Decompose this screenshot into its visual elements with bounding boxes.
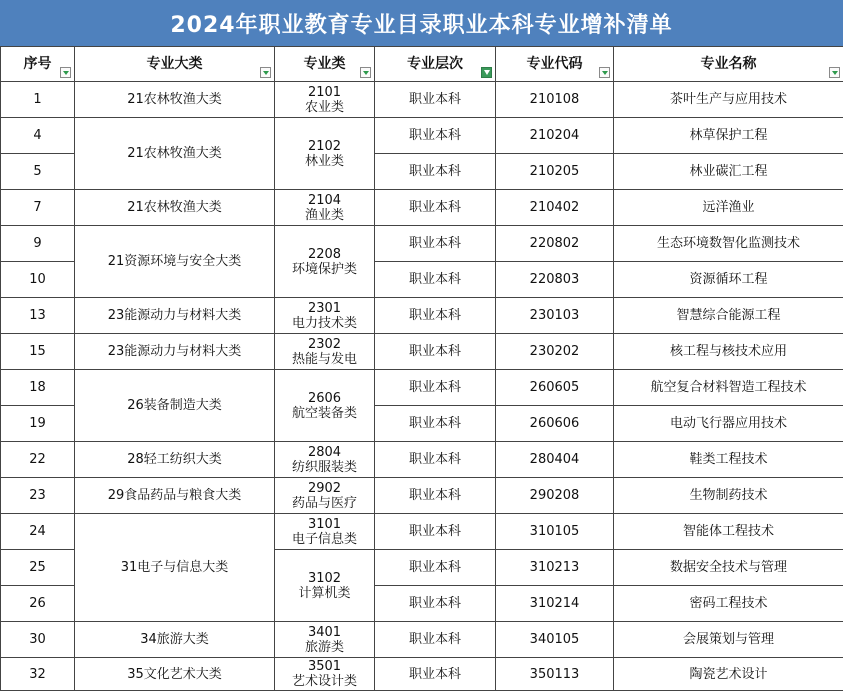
class-name: 航空装备类 — [291, 405, 357, 421]
class-code: 3501 — [307, 659, 342, 674]
seq-cell[interactable]: 19 — [1, 406, 75, 442]
filter-dropdown-major-category[interactable] — [260, 67, 271, 78]
name-cell[interactable]: 核工程与核技术应用 — [614, 334, 843, 370]
name-cell[interactable]: 远洋渔业 — [614, 190, 843, 226]
class-name: 农业类 — [304, 99, 344, 115]
level-cell[interactable]: 职业本科 — [375, 406, 496, 442]
major-category-cell[interactable]: 21农林牧渔大类 — [75, 118, 275, 190]
seq-cell[interactable]: 32 — [1, 658, 75, 691]
table-row — [1, 478, 843, 514]
level-cell[interactable]: 职业本科 — [375, 586, 496, 622]
class-code: 2102 — [307, 138, 342, 154]
name-cell[interactable]: 密码工程技术 — [614, 586, 843, 622]
level-cell[interactable]: 职业本科 — [375, 298, 496, 334]
table-row — [1, 370, 843, 406]
class-name: 渔业类 — [304, 207, 344, 223]
name-cell[interactable]: 生物制药技术 — [614, 478, 843, 514]
name-cell[interactable]: 茶叶生产与应用技术 — [614, 82, 843, 118]
level-cell[interactable]: 职业本科 — [375, 622, 496, 658]
major-category-cell[interactable]: 29食品药品与粮食大类 — [75, 478, 275, 514]
code-cell[interactable]: 230202 — [496, 334, 614, 370]
code-cell[interactable]: 310214 — [496, 586, 614, 622]
header-major-class — [275, 47, 375, 82]
table-row — [1, 334, 843, 370]
major-category-cell[interactable]: 23能源动力与材料大类 — [75, 334, 275, 370]
chevron-down-icon — [832, 71, 838, 75]
seq-cell[interactable]: 30 — [1, 622, 75, 658]
majors-table — [0, 46, 843, 691]
class-code: 2104 — [307, 192, 342, 208]
level-cell[interactable]: 职业本科 — [375, 478, 496, 514]
chevron-down-icon — [263, 71, 269, 75]
chevron-down-icon — [602, 71, 608, 75]
title-banner — [0, 0, 843, 47]
name-cell[interactable]: 会展策划与管理 — [614, 622, 843, 658]
seq-cell[interactable]: 22 — [1, 442, 75, 478]
header-label: 序号 — [23, 55, 52, 72]
name-cell[interactable]: 数据安全技术与管理 — [614, 550, 843, 586]
level-cell[interactable]: 职业本科 — [375, 334, 496, 370]
class-code: 2902 — [307, 480, 342, 496]
table-row — [1, 442, 843, 478]
seq-cell[interactable]: 15 — [1, 334, 75, 370]
level-cell[interactable]: 职业本科 — [375, 226, 496, 262]
class-name: 林业类 — [304, 153, 344, 169]
code-cell[interactable]: 210108 — [496, 82, 614, 118]
major-category-cell[interactable]: 23能源动力与材料大类 — [75, 298, 275, 334]
class-name: 纺织服装类 — [291, 459, 357, 475]
level-cell[interactable]: 职业本科 — [375, 154, 496, 190]
level-cell[interactable]: 职业本科 — [375, 658, 496, 691]
class-name: 计算机类 — [298, 585, 351, 601]
header-label: 专业名称 — [700, 55, 757, 72]
level-cell[interactable]: 职业本科 — [375, 550, 496, 586]
header-row — [1, 47, 843, 82]
major-class-cell[interactable] — [275, 190, 375, 226]
class-code: 2101 — [307, 84, 342, 100]
table-row — [1, 82, 843, 118]
table-row — [1, 190, 843, 226]
table-row — [1, 298, 843, 334]
table-row — [1, 658, 843, 691]
level-cell[interactable]: 职业本科 — [375, 190, 496, 226]
major-class-cell[interactable] — [275, 478, 375, 514]
header-label: 专业类 — [303, 55, 346, 72]
header-name — [614, 47, 843, 82]
filter-dropdown-name[interactable] — [829, 67, 840, 78]
class-code: 2804 — [307, 444, 342, 460]
major-class-cell[interactable] — [275, 118, 375, 190]
major-category-cell[interactable]: 21农林牧渔大类 — [75, 190, 275, 226]
major-class-cell[interactable] — [275, 442, 375, 478]
major-category-cell[interactable]: 35文化艺术大类 — [75, 658, 275, 691]
class-code: 3102 — [307, 570, 342, 586]
seq-cell[interactable]: 7 — [1, 190, 75, 226]
code-cell[interactable]: 210204 — [496, 118, 614, 154]
seq-cell[interactable]: 10 — [1, 262, 75, 298]
class-name: 艺术设计类 — [291, 674, 357, 689]
major-category-cell[interactable]: 34旅游大类 — [75, 622, 275, 658]
name-cell[interactable]: 资源循环工程 — [614, 262, 843, 298]
major-class-cell[interactable] — [275, 658, 375, 691]
seq-cell[interactable]: 9 — [1, 226, 75, 262]
code-cell[interactable]: 290208 — [496, 478, 614, 514]
major-category-cell[interactable]: 31电子与信息大类 — [75, 514, 275, 622]
level-cell[interactable]: 职业本科 — [375, 262, 496, 298]
major-category-cell[interactable]: 21资源环境与安全大类 — [75, 226, 275, 298]
table-row — [1, 622, 843, 658]
major-class-cell[interactable] — [275, 298, 375, 334]
filter-funnel-icon — [484, 70, 490, 75]
name-cell[interactable]: 生态环境数智化监测技术 — [614, 226, 843, 262]
code-cell[interactable]: 310213 — [496, 550, 614, 586]
class-code: 3401 — [307, 624, 342, 640]
name-cell[interactable]: 林草保护工程 — [614, 118, 843, 154]
name-cell[interactable]: 航空复合材料智造工程技术 — [614, 370, 843, 406]
code-cell[interactable]: 310105 — [496, 514, 614, 550]
level-cell[interactable]: 职业本科 — [375, 118, 496, 154]
major-class-cell[interactable] — [275, 226, 375, 298]
class-name: 环境保护类 — [291, 261, 357, 277]
major-class-cell[interactable] — [275, 370, 375, 442]
class-code: 2301 — [307, 300, 342, 316]
name-cell[interactable]: 陶瓷艺术设计 — [614, 658, 843, 691]
code-cell[interactable]: 340105 — [496, 622, 614, 658]
class-code: 2208 — [307, 246, 342, 262]
chevron-down-icon — [363, 71, 369, 75]
table-row — [1, 226, 843, 262]
seq-cell[interactable]: 1 — [1, 82, 75, 118]
header-label: 专业代码 — [526, 55, 583, 72]
seq-cell[interactable]: 4 — [1, 118, 75, 154]
seq-cell[interactable]: 18 — [1, 370, 75, 406]
filter-active-level[interactable] — [481, 67, 492, 78]
major-class-cell[interactable] — [275, 334, 375, 370]
class-code: 2302 — [307, 336, 342, 352]
major-category-cell[interactable]: 21农林牧渔大类 — [75, 82, 275, 118]
name-cell[interactable]: 林业碳汇工程 — [614, 154, 843, 190]
header-code — [496, 47, 614, 82]
class-name: 旅游类 — [304, 639, 344, 655]
header-level — [375, 47, 496, 82]
major-category-cell[interactable]: 28轻工纺织大类 — [75, 442, 275, 478]
filter-dropdown-seq[interactable] — [60, 67, 71, 78]
code-cell[interactable]: 210402 — [496, 190, 614, 226]
header-major-category — [75, 47, 275, 82]
class-code: 2606 — [307, 390, 342, 406]
major-class-cell[interactable] — [275, 550, 375, 622]
name-cell[interactable]: 智慧综合能源工程 — [614, 298, 843, 334]
level-cell[interactable]: 职业本科 — [375, 442, 496, 478]
level-cell[interactable]: 职业本科 — [375, 514, 496, 550]
name-cell[interactable]: 鞋类工程技术 — [614, 442, 843, 478]
seq-cell[interactable]: 13 — [1, 298, 75, 334]
name-cell[interactable]: 智能体工程技术 — [614, 514, 843, 550]
major-class-cell[interactable] — [275, 622, 375, 658]
class-name: 热能与发电 — [291, 351, 357, 367]
header-seq — [1, 47, 75, 82]
chevron-down-icon — [63, 71, 69, 75]
sheet-title: 2024年职业教育专业目录职业本科专业增补清单 — [170, 12, 673, 38]
header-label: 专业大类 — [146, 55, 203, 72]
code-cell[interactable]: 210205 — [496, 154, 614, 190]
header-label: 专业层次 — [407, 55, 463, 72]
code-cell[interactable]: 230103 — [496, 298, 614, 334]
name-cell[interactable]: 电动飞行器应用技术 — [614, 406, 843, 442]
code-cell[interactable]: 260606 — [496, 406, 614, 442]
code-cell[interactable]: 260605 — [496, 370, 614, 406]
seq-cell[interactable]: 25 — [1, 550, 75, 586]
seq-cell[interactable]: 26 — [1, 586, 75, 622]
major-class-cell[interactable] — [275, 82, 375, 118]
major-class-cell[interactable] — [275, 514, 375, 550]
class-name: 电力技术类 — [291, 315, 357, 331]
filter-dropdown-code[interactable] — [599, 67, 610, 78]
code-cell[interactable]: 220803 — [496, 262, 614, 298]
class-code: 3101 — [307, 516, 342, 532]
seq-cell[interactable]: 23 — [1, 478, 75, 514]
filter-dropdown-major-class[interactable] — [360, 67, 371, 78]
seq-cell[interactable]: 24 — [1, 514, 75, 550]
level-cell[interactable]: 职业本科 — [375, 82, 496, 118]
table-row — [1, 118, 843, 154]
table-row — [1, 514, 843, 550]
code-cell[interactable]: 350113 — [496, 658, 614, 691]
code-cell[interactable]: 220802 — [496, 226, 614, 262]
seq-cell[interactable]: 5 — [1, 154, 75, 190]
class-name: 电子信息类 — [291, 531, 357, 547]
class-name: 药品与医疗 — [291, 495, 357, 511]
major-category-cell[interactable]: 26装备制造大类 — [75, 370, 275, 442]
code-cell[interactable]: 280404 — [496, 442, 614, 478]
level-cell[interactable]: 职业本科 — [375, 370, 496, 406]
